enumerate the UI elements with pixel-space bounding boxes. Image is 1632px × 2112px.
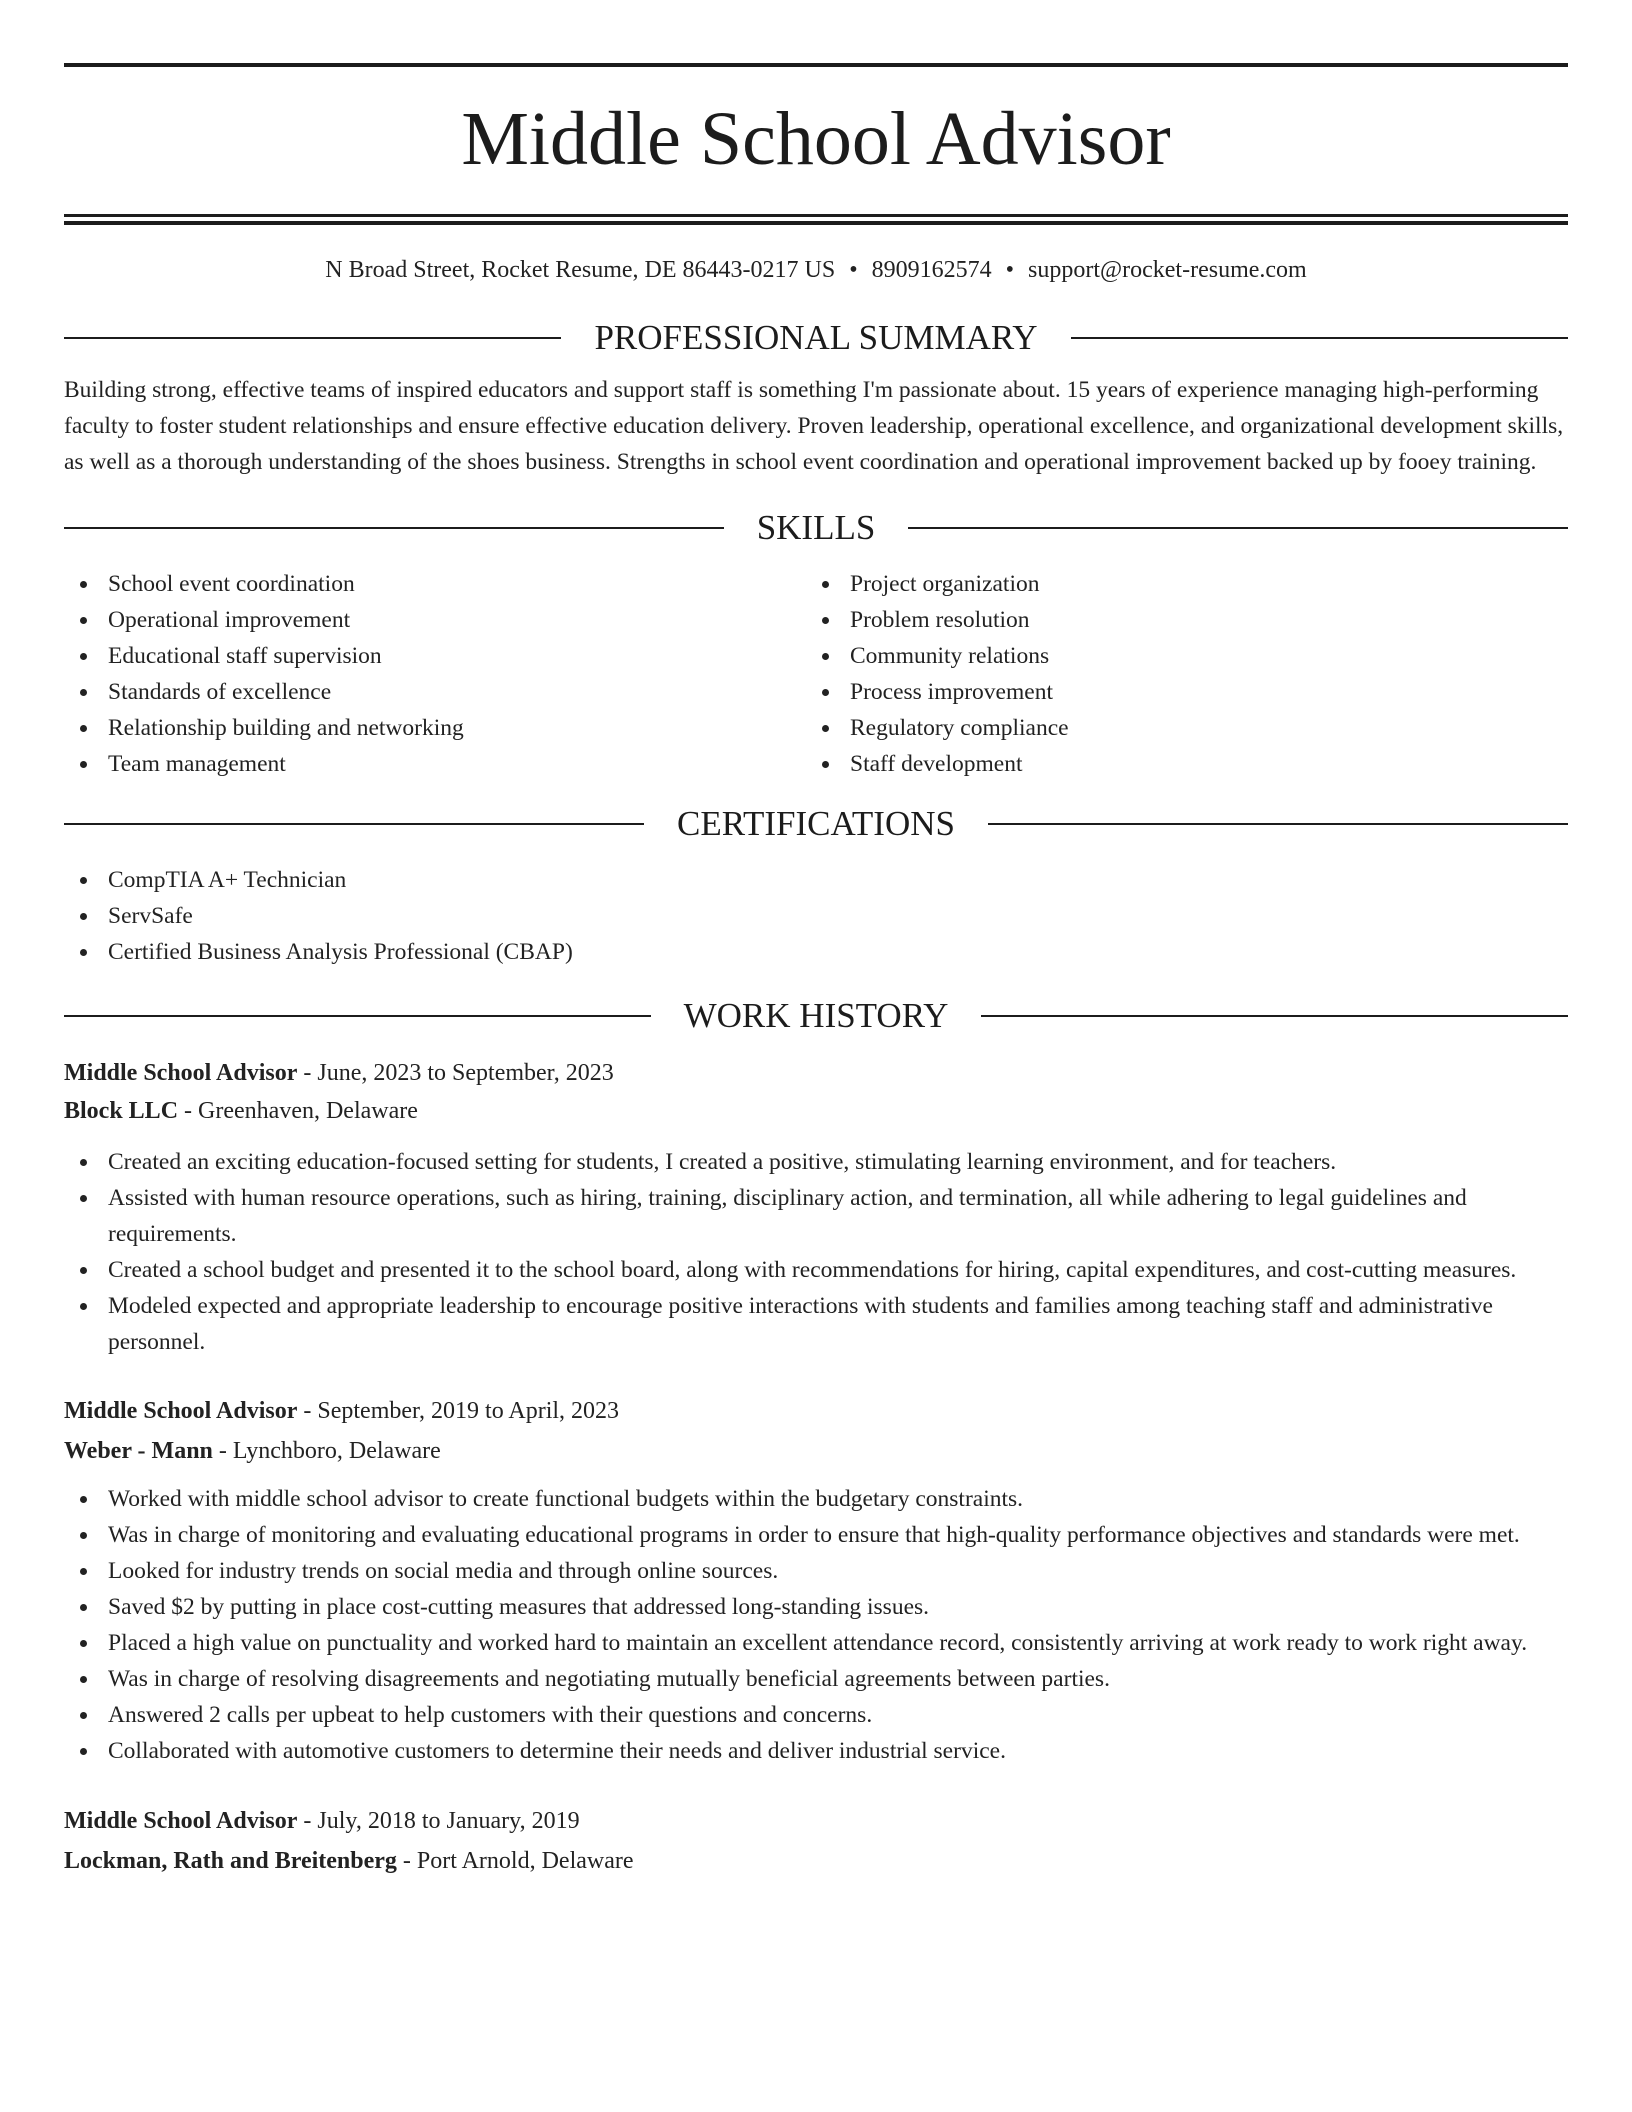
heading-rule (64, 337, 561, 339)
job-title-line (64, 1801, 1568, 1841)
section-title: CERTIFICATIONS (677, 804, 955, 843)
job-bullet: Placed a high value on punctuality and worked hard to maintain an excellent attendance record, consistently arriving at work ready to work right away. (64, 1625, 1568, 1661)
job-title: Middle School Advisor (64, 1060, 298, 1086)
job-company: Block LLC (64, 1098, 179, 1124)
job-dash: - (178, 1098, 199, 1124)
job-title-line (64, 1054, 1568, 1092)
section-title: PROFESSIONAL SUMMARY (594, 318, 1038, 357)
job-company-line (64, 1431, 1568, 1471)
skills-list-right (806, 566, 1548, 782)
resume-name: Middle School Advisor (461, 97, 1171, 181)
job-bullet: Was in charge of resolving disagreements and negotiating mutually beneficial agreements between parties. (64, 1661, 1568, 1697)
certifications-list (64, 862, 1568, 970)
skill-item: Relationship building and networking (64, 710, 806, 746)
job-company-line (64, 1092, 1568, 1130)
skill-item: Educational staff supervision (64, 638, 806, 674)
heading-rule (64, 1015, 651, 1017)
skill-item: Project organization (806, 566, 1548, 602)
heading-rule (908, 527, 1568, 529)
job-bullet: Created a school budget and presented it to the school board, along with recommendations for hiring, capital expenditures, and cost-cutting measures. (64, 1252, 1568, 1288)
section-heading-summary (64, 316, 1568, 360)
job-dates: June, 2023 to September, 2023 (317, 1060, 614, 1086)
summary-text: Building strong, effective teams of inspired educators and support staff is something I'm passionate about. 15 years of experience managing high-performing faculty to foster student relationships and ensure effective education delivery. Proven leadership, operational excellence, and organizational development skills, as well as a thorough understanding of the shoes business. Strengths in school event coordination and operational improvement backed up by fooey training. (64, 377, 1564, 475)
job-bullet: Modeled expected and appropriate leadership to encourage positive interactions with students and families among teaching staff and administrative personnel. (64, 1288, 1568, 1360)
skill-item: Problem resolution (806, 602, 1548, 638)
double-rule (64, 214, 1568, 217)
heading-rule (1071, 337, 1568, 339)
contact-address: N Broad Street, Rocket Resume, DE 86443-0217 US (325, 257, 836, 283)
job-dash: - (297, 1060, 318, 1086)
skill-item: Operational improvement (64, 602, 806, 638)
job-bullet: Collaborated with automotive customers to determine their needs and deliver industrial service. (64, 1733, 1568, 1769)
job-location: Greenhaven, Delaware (198, 1098, 418, 1124)
certification-item: ServSafe (64, 898, 1568, 934)
job-entry (64, 1391, 1568, 1769)
job-bullet: Looked for industry trends on social media and through online sources. (64, 1553, 1568, 1589)
job-title: Middle School Advisor (64, 1398, 298, 1424)
job-company-line (64, 1841, 1568, 1881)
skills-list-left (64, 566, 806, 782)
skill-item: School event coordination (64, 566, 806, 602)
job-bullets (64, 1481, 1568, 1769)
skill-item: Team management (64, 746, 806, 782)
job-bullet: Saved $2 by putting in place cost-cutting measures that addressed long-standing issues. (64, 1589, 1568, 1625)
job-dates: September, 2019 to April, 2023 (317, 1398, 620, 1424)
job-dash: - (297, 1808, 318, 1834)
skills-columns (64, 566, 1568, 782)
job-entry (64, 1801, 1568, 1881)
job-bullets (64, 1144, 1568, 1360)
section-title: WORK HISTORY (683, 996, 949, 1035)
job-bullet: Worked with middle school advisor to create functional budgets within the budgetary constraints. (64, 1481, 1568, 1517)
certification-item: CompTIA A+ Technician (64, 862, 1568, 898)
job-dates: July, 2018 to January, 2019 (317, 1808, 580, 1834)
contact-separator: • (849, 257, 858, 283)
section-title: SKILLS (756, 508, 876, 547)
job-location: Lynchboro, Delaware (232, 1438, 441, 1464)
job-dash: - (396, 1848, 417, 1874)
heading-rule (981, 1015, 1568, 1017)
contact-email: support@rocket-resume.com (1028, 257, 1307, 283)
job-dash: - (297, 1398, 318, 1424)
contact-separator: • (1005, 257, 1015, 283)
skill-item: Community relations (806, 638, 1548, 674)
job-bullet: Was in charge of monitoring and evaluating educational programs in order to ensure that high-quality performance objectives and standards were met. (64, 1517, 1568, 1553)
job-company: Lockman, Rath and Breitenberg (64, 1848, 397, 1874)
top-rule (64, 63, 1568, 67)
heading-rule (64, 823, 644, 825)
job-location: Port Arnold, Delaware (416, 1848, 634, 1874)
job-bullet: Assisted with human resource operations, such as hiring, training, disciplinary action, and termination, all while adhering to legal guidelines and requirements. (64, 1180, 1568, 1252)
section-heading-skills (64, 506, 1568, 550)
skill-item: Process improvement (806, 674, 1548, 710)
contact-line (64, 255, 1568, 285)
skill-item: Standards of excellence (64, 674, 806, 710)
heading-rule (64, 527, 724, 529)
skill-item: Staff development (806, 746, 1548, 782)
job-bullet: Created an exciting education-focused setting for students, I created a positive, stimulating learning environment, and for teachers. (64, 1144, 1568, 1180)
heading-rule (988, 823, 1568, 825)
contact-phone: 8909162574 (871, 257, 992, 283)
job-title-line (64, 1391, 1568, 1431)
skill-item: Regulatory compliance (806, 710, 1548, 746)
section-heading-certifications (64, 802, 1568, 846)
job-dash: - (212, 1438, 233, 1464)
certification-item: Certified Business Analysis Professional (CBAP) (64, 934, 1568, 970)
job-bullet: Answered 2 calls per upbeat to help customers with their questions and concerns. (64, 1697, 1568, 1733)
section-heading-work-history (64, 994, 1568, 1038)
resume-page (64, 0, 1568, 1881)
job-title: Middle School Advisor (64, 1808, 298, 1834)
job-entry (64, 1054, 1568, 1360)
job-company: Weber - Mann (64, 1438, 213, 1464)
